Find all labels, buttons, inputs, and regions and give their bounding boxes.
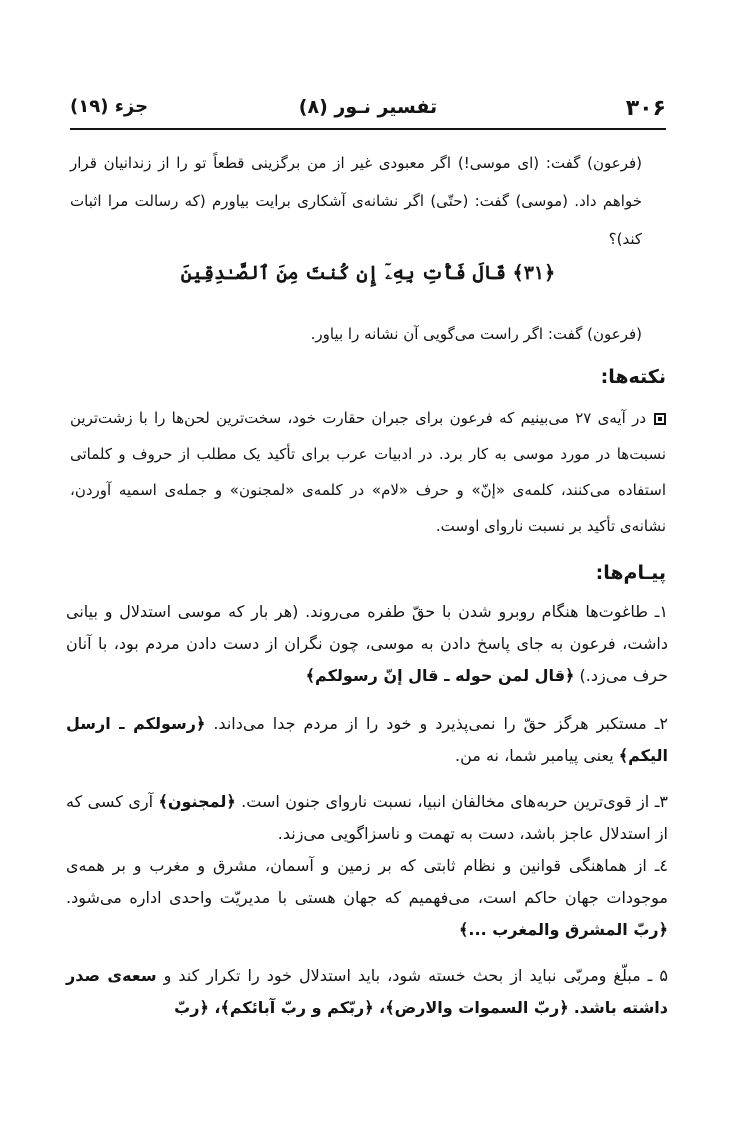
page-number: ۳۰۶ — [625, 96, 666, 121]
quran-verse-31: ﴿۳۱﴾ قَالَ فَأْتِ بِهِۦٓ إِن كُنتَ مِنَ ٱلصَّـٰدِقِينَ — [180, 262, 556, 284]
message-item-4 — [66, 850, 668, 946]
notes-heading: نکته‌ها: — [600, 366, 666, 388]
message-2-text: ۲ـ مستکبر هرگز حقّ را نمی‌پذیرد و خود را از مردم جدا می‌داند. — [213, 714, 669, 733]
message-4-text: ٤ـ از هماهنگی قوانین و نظام ثابتی که بر زمین و آسمان، مشرق و مغرب و بر همه‌ی موجودات جهان حاکم است، می‌فهمیم که جهان هستی با مدیریّت واحدی اداره می‌شود. — [66, 856, 668, 907]
message-2-quote: ﴿رسولكم ـ ارسل اليكم﴾ — [66, 714, 668, 765]
header-rule — [70, 128, 666, 130]
message-5-text: ۵ ـ مبلّغ ومربّی نباید از بحث خسته شود، باید استدلال خود را تکرار کند و — [163, 966, 668, 985]
square-bullet-icon — [654, 413, 666, 425]
messages-heading: پیـام‌ها: — [595, 562, 666, 584]
message-item-5 — [66, 960, 668, 1024]
book-title: تفسیر نـور (۸) — [298, 96, 438, 118]
message-4-quote: ﴿ربّ المشرق والمغرب ...﴾ — [459, 920, 668, 939]
message-item-2 — [66, 708, 668, 772]
message-item-1 — [66, 596, 668, 692]
translation-paragraph-2: (فرعون) گفت: اگر راست می‌گویی آن نشانه را بیاور. — [310, 325, 642, 343]
running-header — [70, 92, 666, 130]
note-text: در آیه‌ی ۲۷ می‌بینیم که فرعون برای جبران حقارت خود، سخت‌ترین لحن‌ها را با زشت‌ترین نسبت‌ها در مورد موسی به کار برد. در ادبیات عرب برای تأکید یک مطلب از حروف و کلماتی استفاده می‌کنند، کلمه‌ی «إنّ» و حرف «لام» در کلمه‌ی «لمجنون» و جمله‌ی اسمیه آوردن، نشانه‌ی تأکید بر نسبت ناروای اوست. — [70, 409, 666, 535]
message-5-quotes: ﴿ربّ السموات والارض﴾، ﴿ربّكم و ربّ آبائكم﴾، ﴿ربّ — [174, 998, 569, 1017]
message-item-3 — [66, 786, 668, 850]
message-3-text: ۳ـ از قوی‌ترین حربه‌های مخالفان انبیا، نسبت ناروای جنون است. — [241, 792, 668, 811]
message-2-text-after: یعنی پیامبر شما، نه من. — [455, 746, 614, 765]
message-1-quote: ﴿قال لمن حوله ـ قال إنّ رسولكم﴾ — [305, 666, 575, 685]
message-3-text-after: آری کسی که از استدلال عاجز باشد، دست به تهمت و ناسزاگویی می‌زند. — [66, 792, 668, 843]
message-5-bold-text: سعه‌ی صدر داشته باشد. — [66, 966, 668, 1017]
message-3-quote: ﴿لمجنون﴾ — [158, 792, 236, 811]
translation-paragraph-1: (فرعون) گفت: (ای موسی!) اگر معبودی غیر از من برگزینی قطعاً تو را از زندانیان قرار خواهم داد. (موسی) گفت: (حتّی) اگر نشانه‌ی آشکاری برایت بیاورم (که رسالت مرا اثبات کند)؟ — [70, 154, 642, 248]
part-label: جزء (۱۹) — [70, 96, 149, 117]
message-1-text: ۱ـ طاغوت‌ها هنگام روبرو شدن با حقّ طفره می‌روند. (هر بار که موسی استدلال و بیانی داشت، فرعون به جای پاسخ دادن به موسی، چون نگران از دست دادن مردم بود، با آنان حرف می‌زد.) — [66, 602, 668, 685]
note-item — [70, 400, 666, 544]
